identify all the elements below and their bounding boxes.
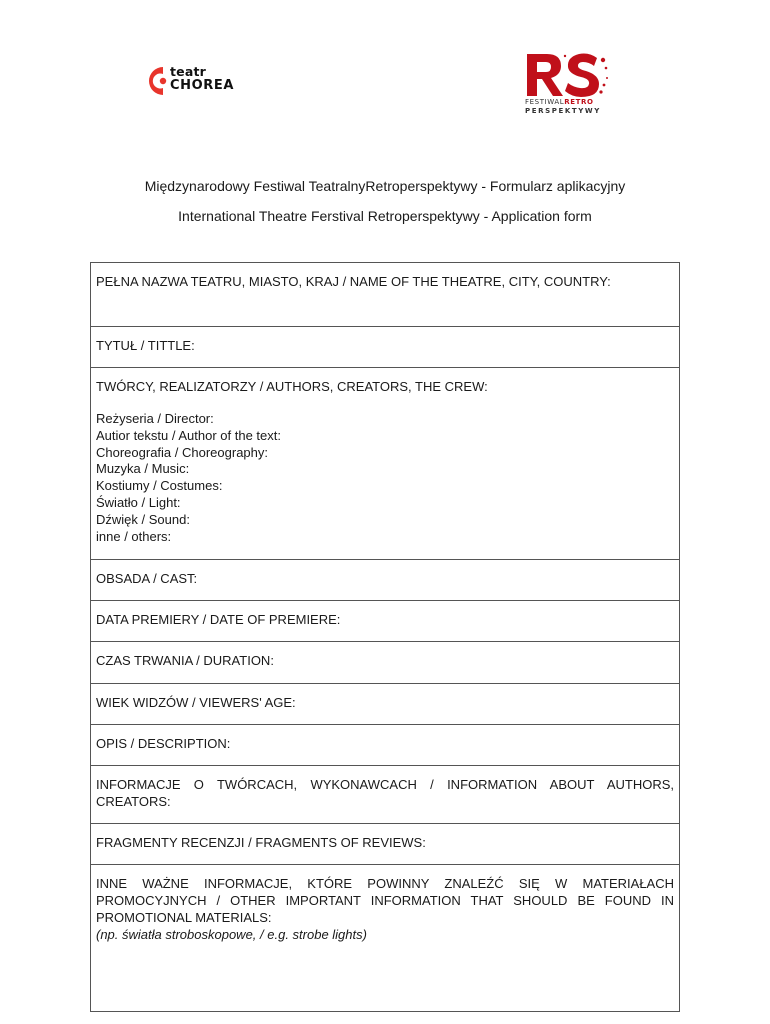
cast-label: OBSADA / CAST:	[96, 571, 198, 586]
form-row-viewers-age[interactable]	[91, 684, 679, 725]
page-title-polish: Międzynarodowy Festiwal TeatralnyRetroperspektywy - Formularz aplikacyjny	[144, 178, 626, 194]
crew-item-sound: Dźwięk / Sound:	[96, 511, 190, 527]
rs-logo-line2: PERSPEKTYWY	[525, 107, 601, 115]
other-info-label: INNE WAŻNE INFORMACJE, KTÓRE POWINNY ZNALEŹĆ SIĘ W MATERIAŁACH PROMOCYJNYCH / OTHER IMPORTANT INFORMATION THAT SHOULD BE FOUND IN PROMOTIONAL MATERIALS:	[96, 876, 674, 925]
crew-item-costumes: Kostiumy / Costumes:	[96, 478, 223, 494]
theatre-name-label: PEŁNA NAZWA TEATRU, MIASTO, KRAJ / NAME OF THE THEATRE, CITY, COUNTRY:	[96, 274, 611, 289]
festiwal-retroperspektywy-logo	[522, 50, 622, 120]
crew-item-choreography: Choreografia / Choreography:	[96, 444, 268, 460]
premiere-label: DATA PREMIERY / DATE OF PREMIERE:	[96, 612, 341, 627]
crew-item-director: Reżyseria / Director:	[96, 411, 214, 426]
crew-item-others: inne / others:	[96, 528, 172, 544]
teatr-chorea-logo	[146, 62, 246, 102]
form-row-theatre-name[interactable]	[91, 263, 679, 327]
form-row-premiere[interactable]	[91, 601, 679, 642]
form-row-reviews[interactable]	[91, 824, 679, 865]
rs-logo-line1	[525, 98, 601, 107]
crew-item-music: Muzyka / Music:	[96, 461, 190, 477]
reviews-label: FRAGMENTY RECENZJI / FRAGMENTS OF REVIEWS:	[96, 835, 426, 850]
form-row-other-info[interactable]	[91, 865, 679, 1011]
title-label: TYTUŁ / TITTLE:	[96, 338, 195, 353]
form-row-description[interactable]	[91, 725, 679, 766]
chorea-logo-mark-icon	[146, 64, 168, 98]
page-title-english: International Theatre Ferstival Retroperspektywy - Application form	[178, 208, 592, 224]
crew-list	[96, 411, 674, 545]
rs-logo-mark-icon	[525, 50, 611, 98]
form-row-title[interactable]	[91, 327, 679, 368]
form-row-authors-info[interactable]	[91, 766, 679, 824]
crew-label: TWÓRCY, REALIZATORZY / AUTHORS, CREATORS, THE CREW:	[96, 379, 488, 394]
crew-item-author: Autior tekstu / Author of the text:	[96, 427, 281, 443]
rs-logo-line1-accent: RETRO	[564, 98, 594, 106]
duration-label: CZAS TRWANIA / DURATION:	[96, 653, 274, 668]
crew-item-light: Światło / Light:	[96, 494, 181, 510]
description-label: OPIS / DESCRIPTION:	[96, 736, 231, 751]
chorea-logo-line2: CHOREA	[170, 78, 235, 93]
form-row-cast[interactable]	[91, 560, 679, 601]
application-form-table	[90, 262, 680, 1012]
viewers-age-label: WIEK WIDZÓW / VIEWERS' AGE:	[96, 695, 296, 710]
chorea-logo-line1: teatr	[170, 64, 207, 79]
rs-logo-text	[525, 98, 601, 116]
form-row-duration[interactable]	[91, 642, 679, 684]
authors-info-label: INFORMACJE O TWÓRCACH, WYKONAWCACH / INFORMATION ABOUT AUTHORS, CREATORS:	[96, 777, 674, 809]
form-row-crew[interactable]	[91, 368, 679, 560]
other-info-note: (np. światła stroboskopowe, / e.g. strobe lights)	[96, 927, 367, 942]
rs-logo-line1-prefix: FESTIWAL	[525, 98, 565, 106]
chorea-logo-text	[170, 65, 234, 93]
